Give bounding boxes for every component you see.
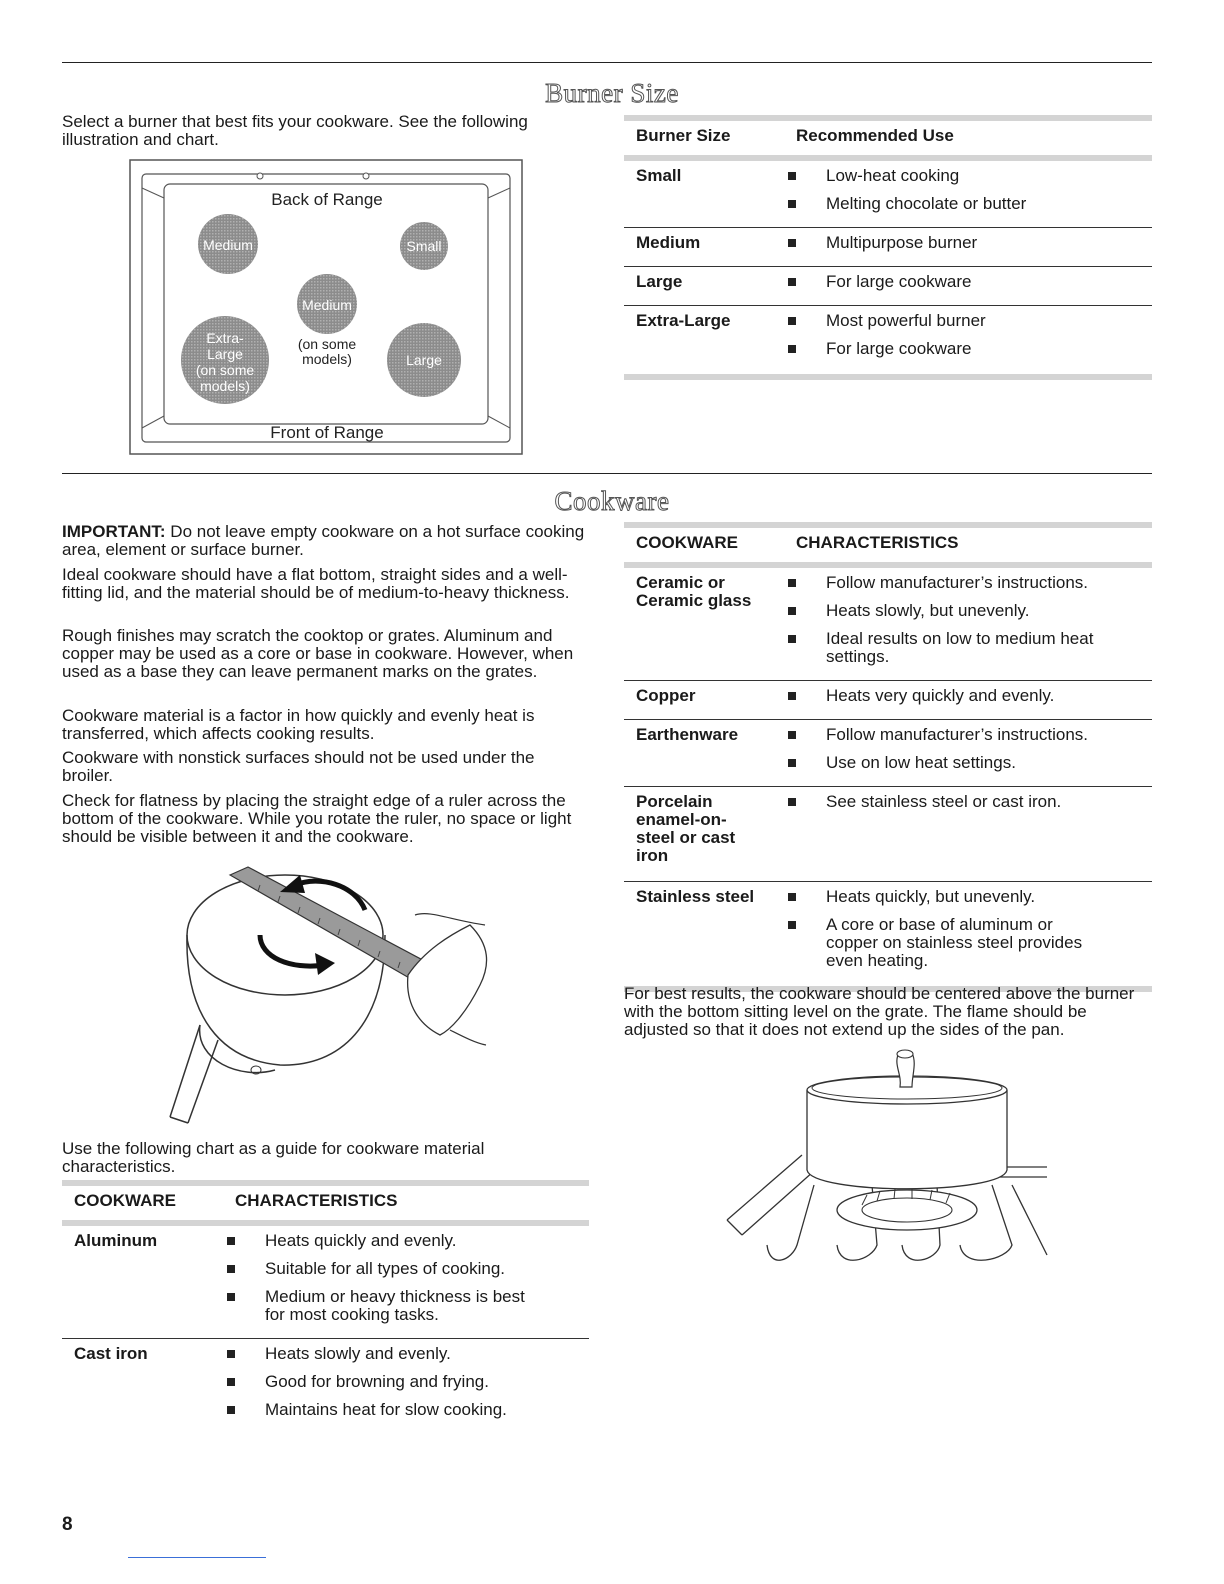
row-name: Porcelain enamel-on-steel or cast iron — [636, 792, 736, 865]
cookware-title: Cookware — [554, 486, 670, 516]
paragraph-4: Cookware with nonstick surfaces should not be used under the broiler. — [62, 748, 535, 785]
col-cookware: COOKWARE — [636, 533, 738, 552]
paragraph-3: Cookware material is a factor in how quickly and evenly heat is transferred, which affects cooking results. — [62, 706, 535, 743]
list-item: See stainless steel or cast iron. — [788, 793, 1061, 811]
paragraph-5: Check for flatness by placing the straight edge of a ruler across the bottom of the cookware. While you rotate the ruler, no space or light should be visible between it and the cookware. — [62, 791, 572, 846]
best-results-text: For best results, the cookware should be centered above the burner with the bottom sitting level on the grate. The flame should be adjusted so that it does not extend up the sides of the pan. — [624, 984, 1135, 1039]
important-note — [62, 523, 592, 559]
row-name: Earthenware — [636, 725, 739, 744]
row-name: Aluminum — [74, 1231, 158, 1250]
row-name: Medium — [636, 233, 701, 252]
chart-guide-text: Use the following chart as a guide for cookware material characteristics. — [62, 1139, 485, 1176]
table-header — [62, 1180, 589, 1226]
cookware-table-left — [62, 1180, 589, 1435]
list-item: Multipurpose burner — [788, 234, 977, 252]
list-item: Heats quickly, but unevenly. — [788, 888, 1108, 906]
table-row — [624, 787, 1152, 882]
table-row — [624, 720, 1152, 787]
important-label: IMPORTANT: — [62, 522, 166, 541]
list-item: Heats very quickly and evenly. — [788, 687, 1054, 705]
front-of-range-label: Front of Range — [270, 423, 384, 442]
on-some-models-line2: models) — [302, 351, 352, 367]
xl-label-line1: Extra- — [206, 330, 244, 346]
col-characteristics: CHARACTERISTICS — [796, 533, 959, 552]
medium-center-label: Medium — [302, 297, 352, 313]
table-row — [624, 681, 1152, 720]
list-item: Heats quickly and evenly. — [227, 1232, 547, 1250]
ruler-flatness-illustration — [160, 855, 500, 1125]
pot-on-grate-illustration — [722, 1045, 1052, 1270]
list-item: Maintains heat for slow cooking. — [227, 1401, 507, 1419]
list-item: A core or base of aluminum or copper on stainless steel provides even heating. — [788, 916, 1108, 970]
list-item: Suitable for all types of cooking. — [227, 1260, 547, 1278]
table-header — [624, 115, 1152, 161]
xl-label-line4: models) — [200, 378, 250, 394]
paragraph-2: Rough finishes may scratch the cooktop or grates. Aluminum and copper may be used as a core or base in cookware. However, when used as a base they can leave permanent marks on the grates. — [62, 626, 574, 681]
col-cookware: COOKWARE — [74, 1191, 176, 1210]
list-item: Good for browning and frying. — [227, 1373, 507, 1391]
page-number: 8 — [62, 1514, 73, 1535]
row-name: Stainless steel — [636, 887, 755, 906]
burner-size-title: Burner Size — [545, 78, 679, 108]
row-name: Extra-Large — [636, 311, 731, 330]
table-row — [624, 306, 1152, 380]
list-item: Low-heat cooking — [788, 167, 1026, 185]
col-burner-size: Burner Size — [636, 126, 731, 145]
list-item: Melting chocolate or butter — [788, 195, 1026, 213]
table-row — [624, 882, 1152, 992]
list-item: Medium or heavy thickness is best for most cooking tasks. — [227, 1288, 547, 1324]
table-row — [62, 1339, 589, 1435]
back-of-range-label: Back of Range — [271, 190, 383, 209]
bottom-link-line — [128, 1557, 266, 1558]
list-item: For large cookware — [788, 273, 972, 291]
list-item: Heats slowly, but unevenly. — [788, 602, 1108, 620]
col-recommended-use: Recommended Use — [796, 126, 954, 145]
table-row — [624, 568, 1152, 681]
row-name: Small — [636, 166, 682, 185]
xl-label-line2: Large — [207, 346, 243, 362]
section-rule — [62, 473, 1152, 474]
list-item: Most powerful burner — [788, 312, 986, 330]
row-name: Cast iron — [74, 1344, 148, 1363]
list-item: Follow manufacturer’s instructions. — [788, 726, 1088, 744]
important-text: Do not leave empty cookware on a hot surface cooking area, element or surface burner. — [62, 522, 585, 559]
medium-left-label: Medium — [203, 237, 253, 253]
top-rule — [62, 62, 1152, 63]
table-header — [624, 522, 1152, 568]
row-name: Ceramic or Ceramic glass — [636, 573, 752, 610]
burner-diagram — [128, 158, 526, 458]
list-item: Follow manufacturer’s instructions. — [788, 574, 1108, 592]
table-row — [624, 161, 1152, 228]
xl-label-line3: (on some — [195, 362, 255, 378]
on-some-models-line1: (on some — [297, 336, 357, 352]
paragraph-1: Ideal cookware should have a flat bottom, straight sides and a well-fitting lid, and the material should be of medium-to-heavy thickness. — [62, 565, 570, 602]
list-item: Use on low heat settings. — [788, 754, 1088, 772]
burner-size-table — [624, 115, 1152, 380]
table-row — [624, 267, 1152, 306]
table-row — [62, 1226, 589, 1339]
row-name: Copper — [636, 686, 696, 705]
row-name: Large — [636, 272, 683, 291]
col-characteristics: CHARACTERISTICS — [235, 1191, 398, 1210]
list-item: For large cookware — [788, 340, 986, 358]
small-label: Small — [406, 238, 442, 254]
list-item: Heats slowly and evenly. — [227, 1345, 507, 1363]
burner-intro: Select a burner that best fits your cookware. See the following illustration and chart. — [62, 112, 528, 149]
large-label: Large — [406, 352, 442, 368]
table-row — [624, 228, 1152, 267]
cookware-table-right — [624, 522, 1152, 992]
list-item: Ideal results on low to medium heat settings. — [788, 630, 1108, 666]
